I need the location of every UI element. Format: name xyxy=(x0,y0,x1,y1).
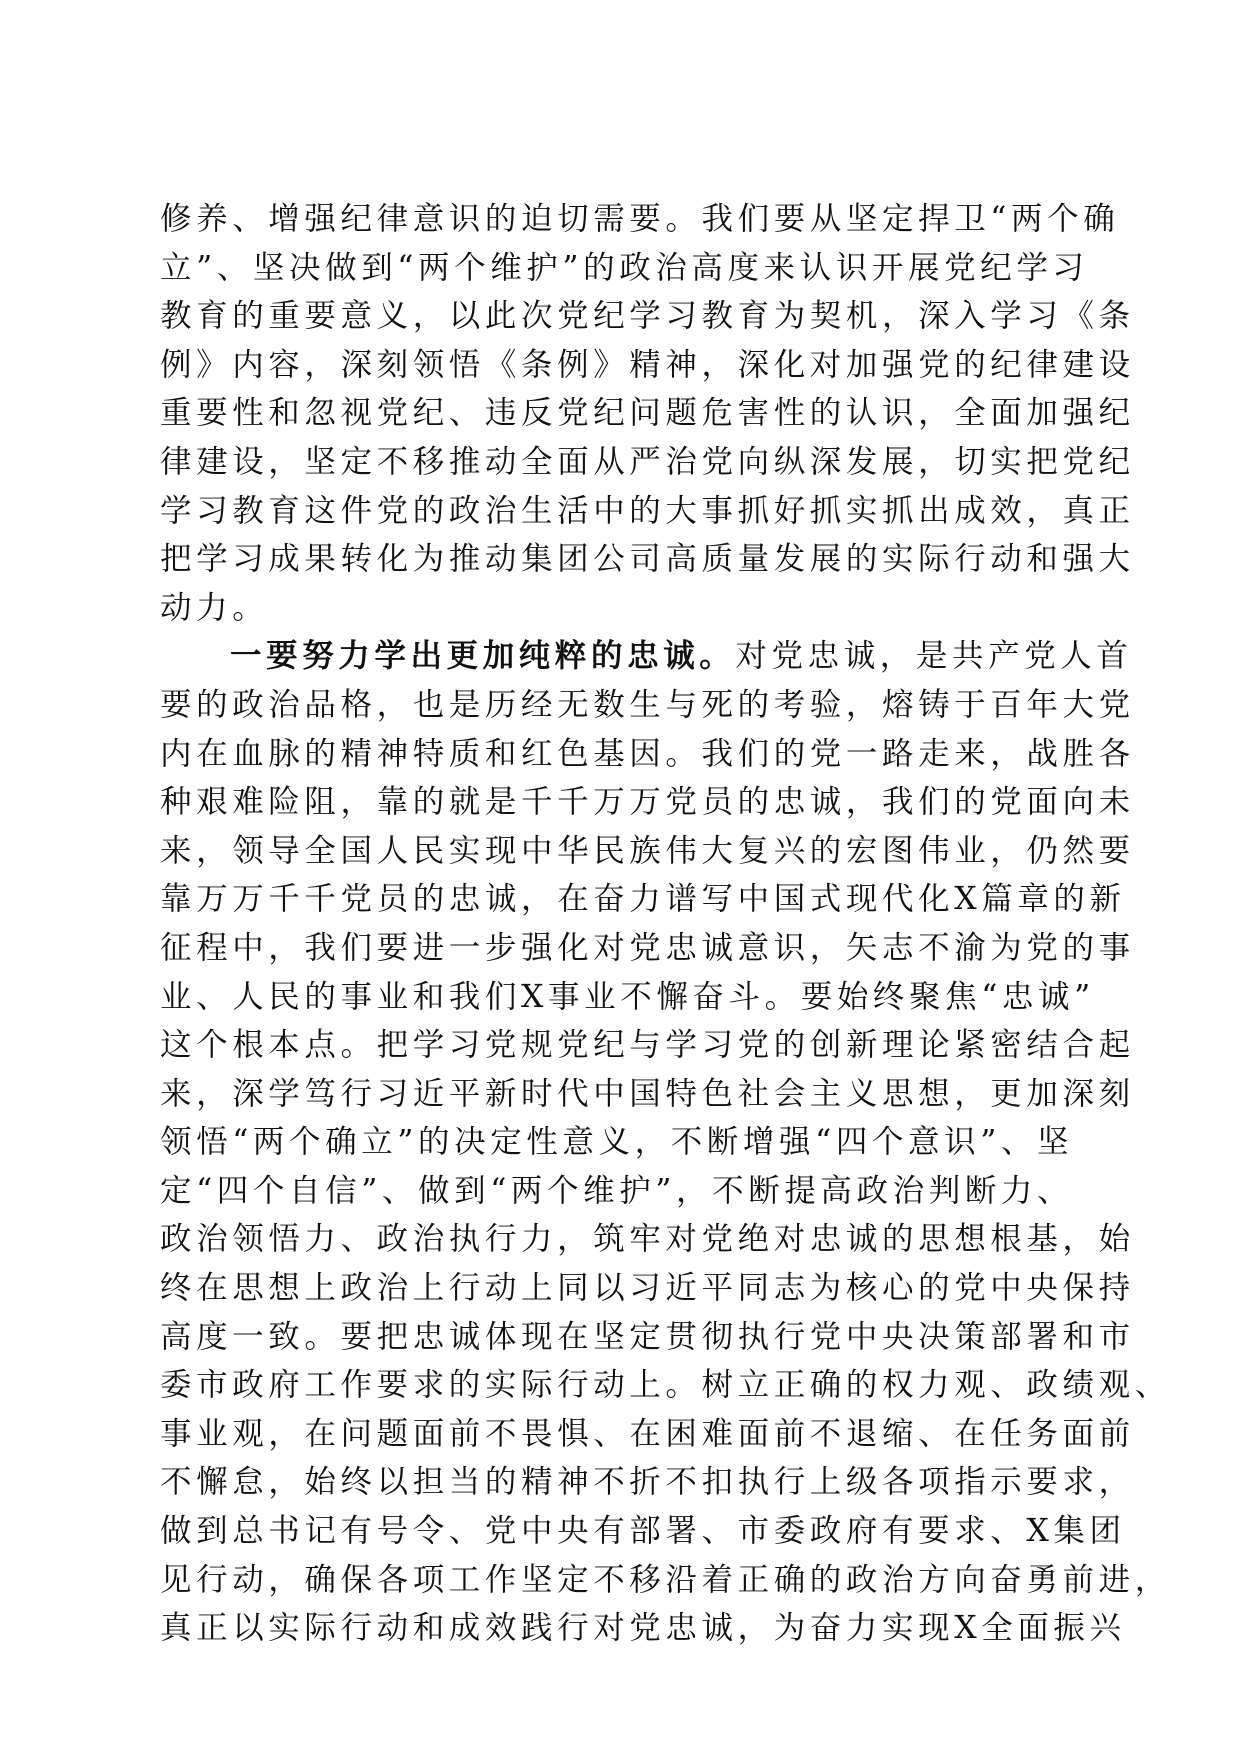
paragraph-loyalty xyxy=(160,632,1171,1652)
text-line: 内在血脉的精神特质和红色基因。我们的党一路走来，战胜各 xyxy=(160,735,1135,772)
text-line: 来，深学笃行习近平新时代中国特色社会主义思想，更加深刻 xyxy=(160,1075,1135,1112)
text-line: 动力。 xyxy=(160,589,269,626)
text-line: 把学习成果转化为推动集团公司高质量发展的实际行动和强大 xyxy=(160,541,1135,578)
text-line: 教育的重要意义，以此次党纪学习教育为契机，深入学习《条 xyxy=(160,298,1135,335)
text-line: 立”、坚决做到“两个维护”的政治高度来认识开展党纪学习 xyxy=(160,249,1089,286)
text-line: 高度一致。要把忠诚体现在坚定贯彻执行党中央决策部署和市 xyxy=(160,1318,1135,1355)
text-line: 真正以实际行动和成效践行对党忠诚，为奋力实现X全面振兴 xyxy=(160,1610,1126,1647)
text-line: 政治领悟力、政治执行力，筑牢对党绝对忠诚的思想根基，始 xyxy=(160,1221,1135,1258)
text-line: 业、人民的事业和我们X事业不懈奋斗。要始终聚焦“忠诚” xyxy=(160,978,1095,1015)
text-line: 靠万万千千党员的忠诚，在奋力谱写中国式现代化X篇章的新 xyxy=(160,881,1126,918)
paragraph-heading: 一要努力学出更加纯粹的忠诚。 xyxy=(230,637,736,675)
document-body xyxy=(160,195,1171,1653)
text-line: 要的政治品格，也是历经无数生与死的考验，熔铸于百年大党 xyxy=(160,686,1135,723)
text-line: 委市政府工作要求的实际行动上。树立正确的权力观、政绩观、 xyxy=(160,1367,1171,1404)
paragraph-continued xyxy=(160,195,1135,632)
text-line: 这个根本点。把学习党规党纪与学习党的创新理论紧密结合起 xyxy=(160,1027,1135,1064)
paragraph-first-line xyxy=(160,632,1133,681)
text-line: 定“四个自信”、做到“两个维护”，不断提高政治判断力、 xyxy=(160,1172,1074,1209)
text-line: 事业观，在问题面前不畏惧、在困难面前不退缩、在任务面前 xyxy=(160,1415,1135,1452)
text-line: 例》内容，深刻领悟《条例》精神，深化对加强党的纪律建设 xyxy=(160,346,1135,383)
text-line: 终在思想上政治上行动上同以习近平同志为核心的党中央保持 xyxy=(160,1270,1135,1307)
text-line: 来，领导全国人民实现中华民族伟大复兴的宏图伟业，仍然要 xyxy=(160,832,1135,869)
text-line: 学习教育这件党的政治生活中的大事抓好抓实抓出成效，真正 xyxy=(160,492,1135,529)
text-line: 做到总书记有号令、党中央有部署、市委政府有要求、X集团 xyxy=(160,1513,1126,1550)
text-line: 见行动，确保各项工作坚定不移沿着正确的政治方向奋勇前进， xyxy=(160,1561,1171,1598)
text-line: 种艰难险阻，靠的就是千千万万党员的忠诚，我们的党面向未 xyxy=(160,784,1135,821)
text-line: 修养、增强纪律意识的迫切需要。我们要从坚定捍卫“两个确 xyxy=(160,201,1120,237)
text-line: 征程中，我们要进一步强化对党忠诚意识，矢志不渝为党的事 xyxy=(160,929,1135,966)
text-line: 不懈怠，始终以担当的精神不折不扣执行上级各项指示要求， xyxy=(160,1464,1135,1501)
text-line: 领悟“两个确立”的决定性意义，不断增强“四个意识”、坚 xyxy=(160,1124,1074,1161)
paragraph-first-line-text: 对党忠诚，是共产党人首 xyxy=(735,638,1133,675)
text-line: 重要性和忽视党纪、违反党纪问题危害性的认识，全面加强纪 xyxy=(160,395,1135,432)
text-line: 律建设，坚定不移推动全面从严治党向纵深发展，切实把党纪 xyxy=(160,443,1135,480)
